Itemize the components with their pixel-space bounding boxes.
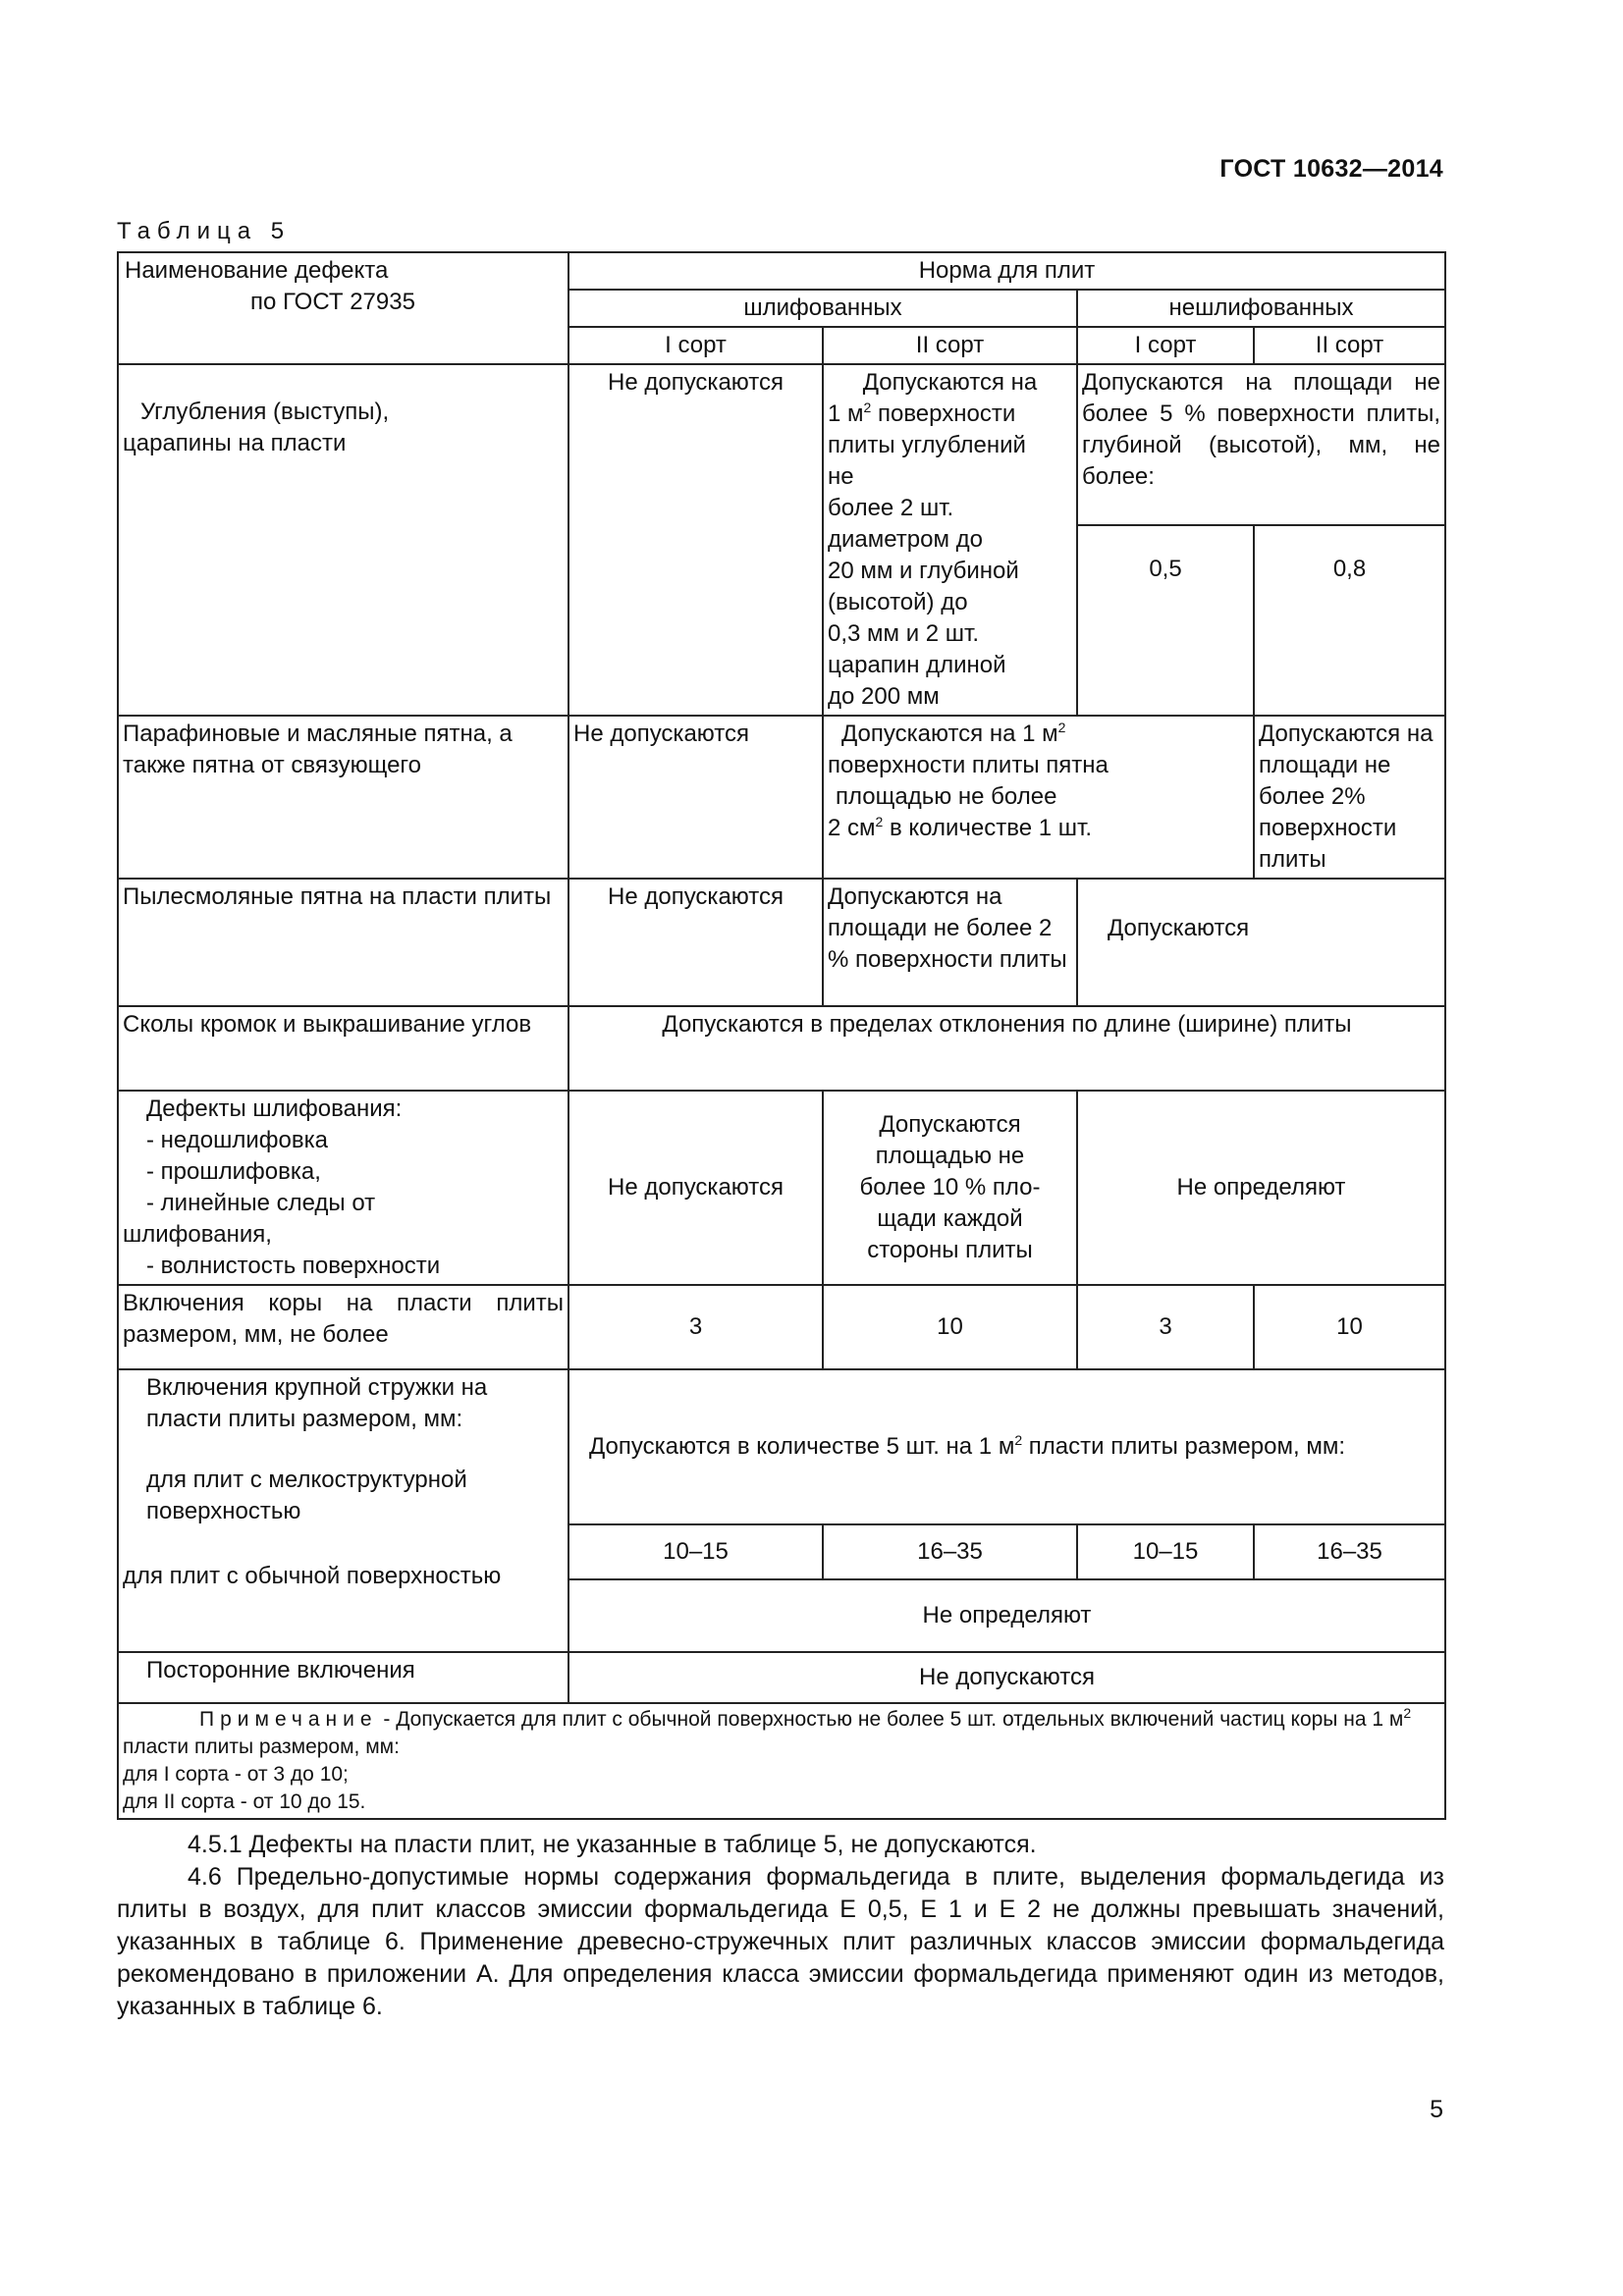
- header-unsanded: нешлифованных: [1077, 290, 1445, 327]
- table-caption: Таблица 5: [117, 218, 292, 244]
- header-sanded: шлифованных: [568, 290, 1077, 327]
- defect-name: Пылесмоляные пятна на пласти плиты: [118, 879, 568, 1006]
- defect-name: Включения крупной стружки на пласти плиты размером, мм: для плит с мелкоструктурной поверхностью для плит с обычной поверхностью: [118, 1369, 568, 1652]
- header-sanded-grade2: II сорт: [823, 327, 1077, 364]
- defects-table: [117, 251, 1446, 1820]
- document-code: ГОСТ 10632—2014: [1219, 155, 1443, 183]
- defect-name: Включения коры на пласти плиты размером, мм, не более: [118, 1285, 568, 1369]
- paragraph-4-6: 4.6 Предельно-допустимые нормы содержания формальдегида в плите, выделения формальдегида из плиты в воздух, для плит классов эмиссии формальдегида Е 0,5, Е 1 и Е 2 не должны превышать значений, указанных в таблице 6. Применение древесно-стружечных плит различных классов эмиссии формальдегида рекомендовано в приложении А. Для определения класса эмиссии формальдегида применяют один из методов, указанных в таблице 6.: [117, 1863, 1444, 2020]
- value-cell: 10–15: [1077, 1524, 1254, 1579]
- header-defect-name: Наименование дефекта по ГОСТ 27935: [118, 252, 568, 364]
- table-row: [118, 1369, 1445, 1524]
- value-cell: Не определяют: [568, 1579, 1445, 1652]
- value-cell: 16–35: [823, 1524, 1077, 1579]
- value-cell: 0,5: [1077, 525, 1254, 716]
- paragraph-4-5-1: 4.5.1 Дефекты на пласти плит, не указанные в таблице 5, не допускаются.: [188, 1831, 1037, 1858]
- value-cell: Допускаются на площади не более 5 % поверхности плиты, глубиной (высотой), мм, не более:: [1077, 364, 1445, 525]
- table-row: [118, 1285, 1445, 1369]
- defect-name: Парафиновые и масляные пятна, а также пятна от связующего: [118, 716, 568, 879]
- value-cell: Допускаются в количестве 5 шт. на 1 $м^2$ пласти плиты размером, мм:: [568, 1369, 1445, 1524]
- table-row: [118, 364, 1445, 525]
- value-cell: Допускаются на площади не более 2% поверхности плиты: [1254, 716, 1445, 879]
- note-label: Примечание: [199, 1708, 378, 1731]
- value-cell: Не допускаются: [568, 1091, 823, 1285]
- table-note: Примечание - Допускается для плит с обычной поверхностью не более 5 шт. отдельных включений частиц коры на 1 $м^2$ пласти плиты размером, мм: для I сорта - от 3 до 10; для II сорта - от 10 до 15.: [118, 1703, 1445, 1819]
- page-number: 5: [1430, 2096, 1443, 2123]
- value-cell: Не допускаются: [568, 1652, 1445, 1703]
- table-row: [118, 879, 1445, 1006]
- value-cell: 10: [1254, 1285, 1445, 1369]
- header-norm: Норма для плит: [568, 252, 1445, 290]
- defect-name: Сколы кромок и выкрашивание углов: [118, 1006, 568, 1091]
- header-sanded-grade1: I сорт: [568, 327, 823, 364]
- table-row: [118, 1006, 1445, 1091]
- defect-name: Посторонние включения: [118, 1652, 568, 1703]
- value-cell: Не определяют: [1077, 1091, 1445, 1285]
- value-cell: 0,8: [1254, 525, 1445, 716]
- table-row: [118, 716, 1445, 879]
- value-cell: 10: [823, 1285, 1077, 1369]
- table-row: [118, 1652, 1445, 1703]
- value-cell: Допускаются на 1 $м^2$ поверхности плиты углублений не более 2 шт. диаметром до 20 мм и глубиной (высотой) до 0,3 мм и 2 шт. царапин длиной до 200 мм: [823, 364, 1077, 716]
- header-unsanded-grade2: II сорт: [1254, 327, 1445, 364]
- body-text: [117, 1829, 1444, 2023]
- value-cell: 3: [568, 1285, 823, 1369]
- defect-name: Дефекты шлифования: - недошлифовка - прошлифовка, - линейные следы от шлифования, - волнистость поверхности: [118, 1091, 568, 1285]
- value-cell: 10–15: [568, 1524, 823, 1579]
- value-cell: Не допускаются: [568, 716, 823, 879]
- defect-name: Углубления (выступы), царапины на пласти: [118, 364, 568, 716]
- value-cell: 16–35: [1254, 1524, 1445, 1579]
- value-cell: Допускаются в пределах отклонения по длине (ширине) плиты: [568, 1006, 1445, 1091]
- table-row: [118, 1091, 1445, 1285]
- value-cell: Допускаются площадью не более 10 % пло- щади каждой стороны плиты: [823, 1091, 1077, 1285]
- value-cell: 3: [1077, 1285, 1254, 1369]
- value-cell: Допускаются на 1 $м^2$ поверхности плиты пятна площадью не более 2 $см^2$ в количестве 1 шт.: [823, 716, 1254, 879]
- value-cell: Не допускаются: [568, 879, 823, 1006]
- header-unsanded-grade1: I сорт: [1077, 327, 1254, 364]
- value-cell: Не допускаются: [568, 364, 823, 716]
- value-cell: Допускаются на площади не более 2 % поверхности плиты: [823, 879, 1077, 1006]
- value-cell: Допускаются: [1077, 879, 1445, 1006]
